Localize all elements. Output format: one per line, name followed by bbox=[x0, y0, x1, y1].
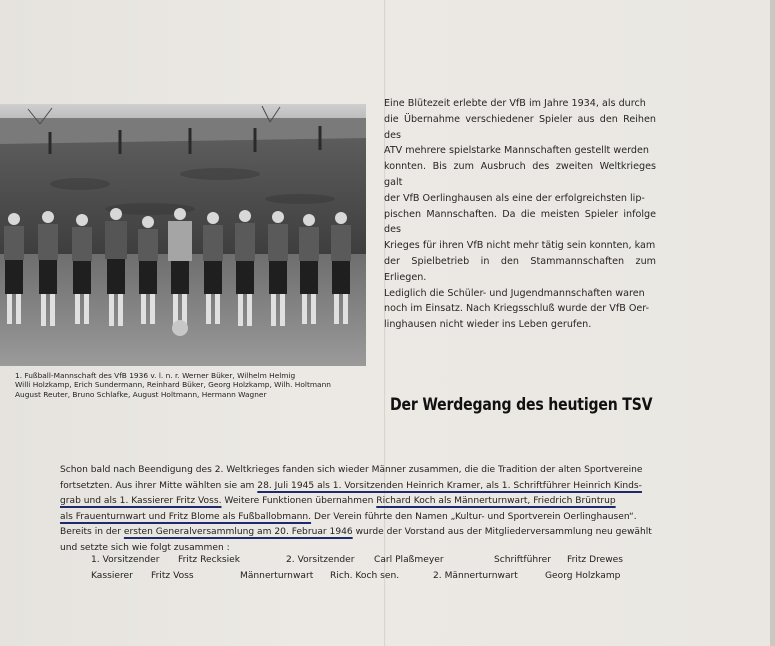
board-member: Fritz Recksiek bbox=[178, 555, 240, 565]
underlined-text: Richard Koch als Männerturnwart, Friedrich Brüntrup bbox=[376, 496, 616, 506]
board-role: Schriftführer bbox=[494, 555, 552, 565]
body-line bbox=[60, 510, 637, 526]
intro-line: ATV mehrere spielstarke Mannschaften gestellt werden bbox=[384, 145, 649, 157]
underlined-text: ersten Generalversammlung am 20. Februar 1946 bbox=[123, 527, 353, 537]
body-line bbox=[60, 463, 643, 479]
caption-line: 1. Fußball-Mannschaft des VfB 1936 v. l. n. r. Werner Büker, Wilhelm Helmig bbox=[15, 371, 296, 380]
photo-caption bbox=[15, 371, 365, 399]
body-text: wurde der Vorstand aus der Mitgliederversammlung neu gewählt bbox=[352, 527, 652, 537]
board-member: Rich. Koch sen. bbox=[330, 571, 400, 581]
board-member: Fritz Voss bbox=[151, 571, 194, 581]
intro-line: Krieges für ihren VfB nicht mehr tätig sein konnten, kam bbox=[384, 240, 656, 252]
board-role: Kassierer bbox=[91, 571, 133, 581]
board-role: 2. Männerturnwart bbox=[433, 571, 518, 581]
board-member: Georg Holzkamp bbox=[545, 571, 621, 581]
intro-line: linghausen nicht wieder ins Leben gerufen. bbox=[384, 319, 592, 331]
body-text: Schon bald nach Beendigung des 2. Weltkrieges fanden sich wieder Männer zusammen, die die Tradition der alten Sportvereine bbox=[60, 465, 643, 475]
board-member: Fritz Drewes bbox=[567, 555, 623, 565]
intro-line: pischen Mannschaften. Da die meisten Spieler infolge des bbox=[384, 208, 656, 236]
intro-line: noch im Einsatz. Nach Kriegsschluß wurde der VfB Oer- bbox=[384, 303, 650, 315]
underlined-text: grab und als 1. Kassierer Fritz Voss. bbox=[60, 496, 222, 506]
board-member: Carl Plaßmeyer bbox=[374, 555, 444, 565]
body-line bbox=[60, 479, 642, 495]
body-text: Bereits in der bbox=[60, 527, 124, 537]
team-photo bbox=[0, 104, 366, 366]
board-role: 1. Vorsitzender bbox=[91, 555, 160, 565]
intro-line: die Übernahme verschiedener Spieler aus den Reihen des bbox=[384, 113, 656, 141]
page-edge bbox=[770, 0, 775, 646]
board-role: 2. Vorsitzender bbox=[286, 555, 355, 565]
intro-paragraph bbox=[384, 96, 656, 333]
intro-line: Eine Blütezeit erlebte der VfB im Jahre 1934, als durch bbox=[384, 98, 646, 109]
body-text: Weitere Funktionen übernahmen bbox=[221, 496, 377, 506]
intro-line: Lediglich die Schüler- und Jugendmannschaften waren bbox=[384, 287, 645, 299]
underlined-text: 28. Juli 1945 als 1. Vorsitzenden Heinrich Kramer, als 1. Schriftführer Heinrich Kinds- bbox=[257, 480, 642, 491]
body-text: Der Verein führte den Namen „Kultur- und Sportverein Oerlinghausen“. bbox=[311, 511, 637, 522]
intro-line: konnten. Bis zum Ausbruch des zweiten Weltkrieges galt bbox=[384, 161, 656, 188]
body-text: fortsetzten. Aus ihrer Mitte wählten sie am bbox=[60, 480, 258, 491]
section-heading: Der Werdegang des heutigen TSV bbox=[390, 395, 653, 415]
underlined-text: als Frauenturnwart und Fritz Blome als Fußballobmann. bbox=[60, 511, 312, 522]
body-line bbox=[60, 494, 616, 510]
intro-line: der Spielbetrieb in den Stammannschaften zum Erliegen. bbox=[384, 255, 656, 283]
body-line bbox=[60, 525, 652, 541]
body-text: und setzte sich wie folgt zusammen : bbox=[60, 542, 230, 553]
caption-line: August Reuter, Bruno Schlafke, August Holtmann, Hermann Wagner bbox=[15, 389, 267, 399]
body-line bbox=[60, 541, 230, 557]
intro-line: der VfB Oerlinghausen als eine der erfolgreichsten lip- bbox=[384, 192, 645, 204]
caption-line: Willi Holzkamp, Erich Sundermann, Reinhard Büker, Georg Holzkamp, Wilh. Holtmann bbox=[15, 380, 331, 390]
board-role: Männerturnwart bbox=[240, 571, 314, 581]
